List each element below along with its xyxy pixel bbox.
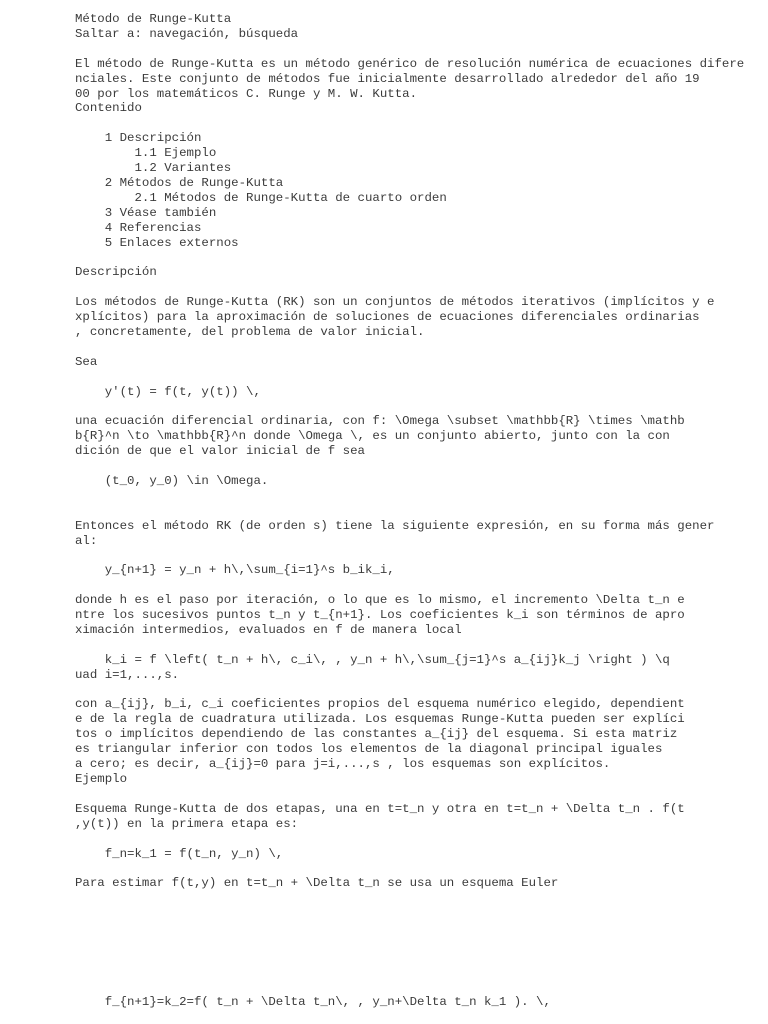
- text-line: donde h es el paso por iteración, o lo que es lo mismo, el incremento \Delta t_n e: [75, 593, 685, 608]
- text-line: [75, 638, 744, 653]
- text-line: [75, 683, 744, 698]
- text-line: Contenido: [75, 101, 142, 116]
- text-line: [75, 42, 744, 57]
- text-line: [75, 489, 744, 504]
- text-line: 5 Enlaces externos: [75, 235, 239, 250]
- text-line: , concretamente, del problema de valor inicial.: [75, 324, 425, 339]
- text-line: (t_0, y_0) \in \Omega.: [75, 473, 269, 488]
- text-line: 3 Véase también: [75, 205, 217, 220]
- text-line: Esquema Runge-Kutta de dos etapas, una en t=t_n y otra en t=t_n + \Delta t_n . f(t: [75, 801, 685, 816]
- text-line: [75, 578, 744, 593]
- text-line: con a_{ij}, b_i, c_i coeficientes propios del esquema numérico elegido, dependient: [75, 697, 685, 712]
- text-line: tos o implícitos dependiendo de las constantes a_{ij} del esquema. Si esta matriz: [75, 727, 678, 742]
- text-line: [75, 116, 744, 131]
- text-line: Descripción: [75, 265, 157, 280]
- text-line: uad i=1,...,s.: [75, 667, 180, 682]
- text-line: Ejemplo: [75, 772, 128, 786]
- text-line: [75, 861, 744, 876]
- text-line: Saltar a: navegación, búsqueda: [75, 26, 299, 41]
- text-line: es triangular inferior con todos los elementos de la diagonal principal iguales: [75, 742, 663, 757]
- text-line: ,y(t)) en la primera etapa es:: [75, 816, 299, 831]
- text-line: y'(t) = f(t, y(t)) \,: [75, 384, 261, 399]
- text-line: ntre los sucesivos puntos t_n y t_{n+1}. Los coeficientes k_i son términos de apro: [75, 608, 685, 623]
- text-line: ximación intermedios, evaluados en f de manera local: [75, 622, 462, 637]
- text-line: Entonces el método RK (de orden s) tiene la siguiente expresión, en su forma más gener: [75, 518, 715, 533]
- text-line: [75, 548, 744, 563]
- text-line: b{R}^n \to \mathbb{R}^n donde \Omega \, es un conjunto abierto, junto con la con: [75, 429, 670, 444]
- text-line: [75, 399, 744, 414]
- text-line: f_n=k_1 = f(t_n, y_n) \,: [75, 846, 284, 861]
- text-line: nciales. Este conjunto de métodos fue inicialmente desarrollado alrededor del año 19: [75, 71, 700, 86]
- text-line: y_{n+1} = y_n + h\,\sum_{i=1}^s b_ik_i,: [75, 563, 395, 578]
- text-line: Método de Runge-Kutta: [75, 12, 232, 26]
- blank-gap: [75, 891, 744, 995]
- text-line: [75, 340, 744, 355]
- text-line: 1 Descripción: [75, 131, 202, 146]
- text-line: k_i = f \left( t_n + h\, c_i\, , y_n + h\,\sum_{j=1}^s a_{ij}k_j \right ) \q: [75, 652, 670, 667]
- text-line: [75, 459, 744, 474]
- text-line: 2.1 Métodos de Runge-Kutta de cuarto orden: [75, 190, 447, 205]
- text-line: Los métodos de Runge-Kutta (RK) son un conjuntos de métodos iterativos (implícitos y e: [75, 295, 715, 310]
- text-line-last: f_{n+1}=k_2=f( t_n + \Delta t_n\, , y_n+\Delta t_n k_1 ). \,: [75, 995, 551, 1010]
- text-line: [75, 832, 744, 847]
- text-line: xplícitos) para la aproximación de soluciones de ecuaciones diferenciales ordinarias: [75, 310, 700, 325]
- text-line: 1.2 Variantes: [75, 161, 232, 176]
- text-line: [75, 504, 744, 519]
- text-line: [75, 787, 744, 802]
- text-line: [75, 370, 744, 385]
- text-line: El método de Runge-Kutta es un método genérico de resolución numérica de ecuaciones difere: [75, 56, 745, 71]
- text-line: [75, 250, 744, 265]
- text-line: dición de que el valor inicial de f sea: [75, 444, 365, 459]
- text-line: a cero; es decir, a_{ij}=0 para j=i,...,s , los esquemas son explícitos.: [75, 757, 611, 772]
- document-text: [75, 12, 744, 1010]
- text-line: e de la regla de cuadratura utilizada. Los esquemas Runge-Kutta pueden ser explíci: [75, 712, 685, 727]
- text-line: 2 Métodos de Runge-Kutta: [75, 175, 284, 190]
- text-line: al:: [75, 533, 98, 548]
- text-line: Sea: [75, 354, 98, 369]
- text-line: 4 Referencias: [75, 220, 202, 235]
- text-line: 1.1 Ejemplo: [75, 146, 217, 161]
- text-line: una ecuación diferencial ordinaria, con f: \Omega \subset \mathbb{R} \times \mathb: [75, 414, 685, 429]
- text-line: [75, 280, 744, 295]
- text-line: Para estimar f(t,y) en t=t_n + \Delta t_n se usa un esquema Euler: [75, 876, 559, 891]
- text-line: 00 por los matemáticos C. Runge y M. W. Kutta.: [75, 86, 418, 101]
